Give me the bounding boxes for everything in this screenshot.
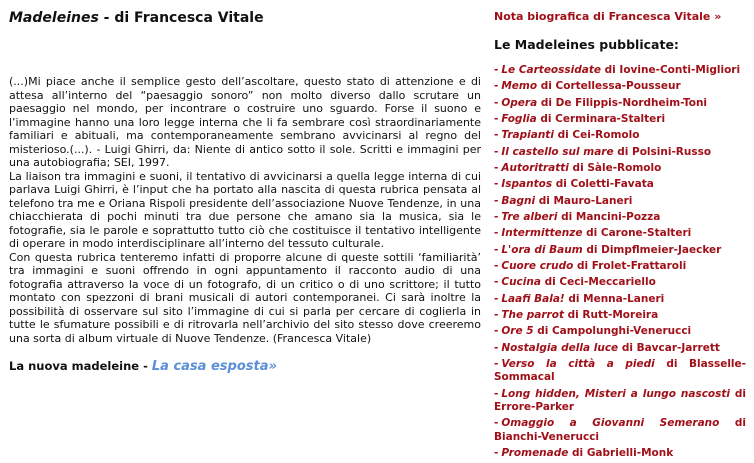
new-madeleine bbox=[9, 359, 481, 374]
madeleine-title[interactable]: Il castello sul mare bbox=[501, 145, 614, 158]
madeleine-list-item[interactable] bbox=[494, 195, 746, 208]
madeleine-authors: di De Filippis-Nordheim-Toni bbox=[537, 96, 708, 109]
list-dash: - bbox=[494, 80, 499, 93]
madeleine-authors: di Campolunghi-Venerucci bbox=[533, 325, 692, 338]
madeleine-title[interactable]: Nostalgia della luce bbox=[501, 341, 619, 354]
madeleine-list-item[interactable] bbox=[494, 244, 746, 257]
madeleine-title[interactable]: Memo bbox=[501, 80, 538, 93]
madeleine-title[interactable]: Le Carteossidate bbox=[501, 64, 601, 76]
list-dash: - bbox=[494, 112, 499, 125]
madeleine-authors: di Cerminara-Stalteri bbox=[536, 112, 666, 125]
madeleine-title[interactable]: Ispantos bbox=[501, 178, 553, 191]
madeleine-authors: di Bavcar-Jarrett bbox=[618, 341, 720, 354]
list-dash: - bbox=[494, 417, 499, 430]
list-dash: - bbox=[494, 447, 499, 460]
madeleine-title[interactable]: Laafi Bala! bbox=[501, 292, 565, 305]
madeleine-title[interactable]: Cucina bbox=[501, 276, 541, 289]
list-dash: - bbox=[494, 194, 499, 207]
list-dash: - bbox=[494, 64, 499, 76]
madeleine-authors: di Bianchi-Venerucci bbox=[494, 417, 746, 443]
madeleine-title[interactable]: Intermittenze bbox=[501, 227, 583, 240]
madeleine-list-item[interactable] bbox=[494, 97, 746, 110]
madeleine-list-item[interactable] bbox=[494, 325, 746, 338]
madeleine-title[interactable]: Ore 5 bbox=[501, 325, 534, 338]
madeleine-title[interactable]: Autoritratti bbox=[501, 161, 569, 174]
madeleine-authors: di Sàle-Romolo bbox=[568, 161, 662, 174]
sidebar bbox=[494, 10, 746, 463]
madeleine-title[interactable]: Tre alberi bbox=[501, 210, 558, 223]
madeleine-authors: di Ceci-Meccariello bbox=[540, 276, 656, 289]
madeleine-authors: di Blasselle-Sommacal bbox=[494, 357, 746, 384]
madeleine-list-item[interactable] bbox=[494, 162, 746, 175]
list-dash: - bbox=[494, 161, 499, 174]
madeleine-list-item[interactable] bbox=[494, 276, 746, 289]
madeleine-authors: di Mauro-Laneri bbox=[535, 194, 633, 207]
article-body bbox=[9, 75, 481, 345]
madeleine-authors: di Dimpflmeier-Jaecker bbox=[582, 243, 722, 256]
new-madeleine-link[interactable]: La casa esposta» bbox=[151, 359, 277, 374]
madeleine-list-item[interactable] bbox=[494, 388, 746, 415]
madeleine-title[interactable]: L'ora di Baum bbox=[501, 243, 583, 256]
madeleine-list-item[interactable] bbox=[494, 309, 746, 322]
list-dash: - bbox=[494, 210, 499, 223]
madeleine-title[interactable]: Opera bbox=[501, 96, 538, 109]
list-dash: - bbox=[494, 387, 499, 400]
madeleine-authors: di Coletti-Favata bbox=[552, 178, 654, 191]
list-dash: - bbox=[494, 227, 499, 240]
madeleine-title[interactable]: Cuore crudo bbox=[501, 259, 574, 272]
madeleine-list-item[interactable] bbox=[494, 293, 746, 306]
list-dash: - bbox=[494, 96, 499, 109]
new-madeleine-label: La nuova madeleine - bbox=[9, 359, 152, 373]
madeleine-list-item[interactable] bbox=[494, 260, 746, 273]
list-dash: - bbox=[494, 145, 499, 158]
madeleine-title[interactable]: The parrot bbox=[501, 308, 564, 321]
article-paragraph: Con questa rubrica tenteremo infatti di proporre alcune di queste sottili ‘familiarità’ tra immagini e suoni offrendo in ogni appuntamento il racconto audio di una fotografia attraverso la voce di un fotografo, di un critico o di uno scrittore; il tutto montato con spezzoni di brani musicali di autori contemporanei. Ci sarà inoltre la possibilità di osservare sul sito l’immagine di cui si parla per cercare di coglierla in tutte le sfumature possibili e di ritrovarla nell’archivio del sito stesso dove creeremo una sorta di album virtuale di Nuove Tendenze. (Francesca Vitale) bbox=[9, 250, 481, 345]
madeleine-list-item[interactable] bbox=[494, 64, 746, 77]
madeleine-authors: di Carone-Stalteri bbox=[582, 227, 692, 240]
madeleine-title[interactable]: Bagni bbox=[501, 194, 536, 207]
list-dash: - bbox=[494, 325, 499, 338]
list-dash: - bbox=[494, 259, 499, 272]
list-dash: - bbox=[494, 341, 499, 354]
title-rest: - di Francesca Vitale bbox=[98, 10, 264, 26]
article-paragraph: La liaison tra immagini e suoni, il tentativo di avvicinarsi a quella legge interna di cui parlava Luigi Ghirri, è l’input che ha portato alla nascita di questa rubrica pensata al telefono tra me e Oriana Rispoli presidente dell’associazione Nuove Tendenze, in una chiacchierata di pochi minuti tra due persone che amano sia la musica, sia le fotografie, sia le parole e soprattutto tutto ciò che costituisce il tentativo intelligente di operare in modo interdisciplinare all’interno del tessuto culturale. bbox=[9, 169, 481, 250]
list-dash: - bbox=[494, 276, 499, 289]
madeleine-title[interactable]: Foglia bbox=[501, 112, 537, 125]
madeleine-list-item[interactable] bbox=[494, 146, 746, 159]
article-paragraph: (...)Mi piace anche il semplice gesto dell’ascoltare, questo stato di attenzione e di attesa all’interno del “paesaggio sonoro” non molto diverso dallo scrutare un paesaggio nel mondo, per incontrare o costruire uno sguardo. Forse il suono e l’immagine hanno una loro legge interna che li fa sembrare così straordinariamente familiari e abituali, ma contemporaneamente sembrano avvicinarsi al regno del misterioso.(...). - Luigi Ghirri, da: Niente di antico sotto il sole. Scritti e immagini per una autobiografia; SEI, 1997. bbox=[9, 75, 481, 169]
madeleine-authors: di Frolet-Frattaroli bbox=[573, 259, 687, 272]
madeleine-authors: di Cortellessa-Pousseur bbox=[537, 80, 681, 93]
madeleine-list-item[interactable] bbox=[494, 129, 746, 142]
title-italic: Madeleines bbox=[9, 10, 99, 26]
published-heading: Le Madeleines pubblicate: bbox=[494, 37, 679, 52]
article bbox=[9, 10, 481, 374]
madeleine-list-item[interactable] bbox=[494, 358, 746, 385]
madeleine-authors: di Gabrielli-Monk bbox=[568, 447, 674, 460]
madeleine-list-item[interactable] bbox=[494, 447, 746, 460]
madeleine-list-item[interactable] bbox=[494, 211, 746, 224]
list-dash: - bbox=[494, 292, 499, 305]
madeleine-list-item[interactable] bbox=[494, 113, 746, 126]
page-title bbox=[9, 10, 481, 27]
madeleine-title[interactable]: Verso la città a piedi bbox=[501, 357, 655, 370]
list-dash: - bbox=[494, 357, 499, 370]
madeleine-authors: di Cei-Romolo bbox=[553, 129, 640, 142]
madeleine-authors: di Rutt-Moreira bbox=[563, 308, 659, 321]
list-dash: - bbox=[494, 308, 499, 321]
madeleine-title[interactable]: Omaggio a Giovanni Semerano bbox=[501, 417, 720, 430]
madeleine-authors: di Errore-Parker bbox=[494, 387, 747, 414]
bio-link[interactable]: Nota biografica di Francesca Vitale » bbox=[494, 10, 722, 23]
madeleine-authors: di Polsini-Russo bbox=[613, 145, 712, 158]
list-dash: - bbox=[494, 243, 499, 256]
list-dash: - bbox=[494, 178, 499, 191]
madeleine-title[interactable]: Trapianti bbox=[501, 129, 554, 142]
madeleines-list bbox=[494, 64, 746, 461]
madeleine-authors: di Menna-Laneri bbox=[564, 292, 665, 305]
madeleine-title[interactable]: Long hidden, Misteri a lungo nascosti bbox=[501, 387, 731, 400]
madeleine-authors: di Mancini-Pozza bbox=[557, 210, 661, 223]
madeleine-authors: di Iovine-Conti-Migliori bbox=[601, 64, 741, 76]
madeleine-list-item[interactable] bbox=[494, 227, 746, 240]
madeleine-title[interactable]: Promenade bbox=[501, 447, 569, 460]
list-dash: - bbox=[494, 129, 499, 142]
madeleine-list-item[interactable] bbox=[494, 178, 746, 191]
madeleine-list-item[interactable] bbox=[494, 80, 746, 93]
madeleine-list-item[interactable] bbox=[494, 342, 746, 355]
madeleine-list-item[interactable] bbox=[494, 417, 746, 444]
